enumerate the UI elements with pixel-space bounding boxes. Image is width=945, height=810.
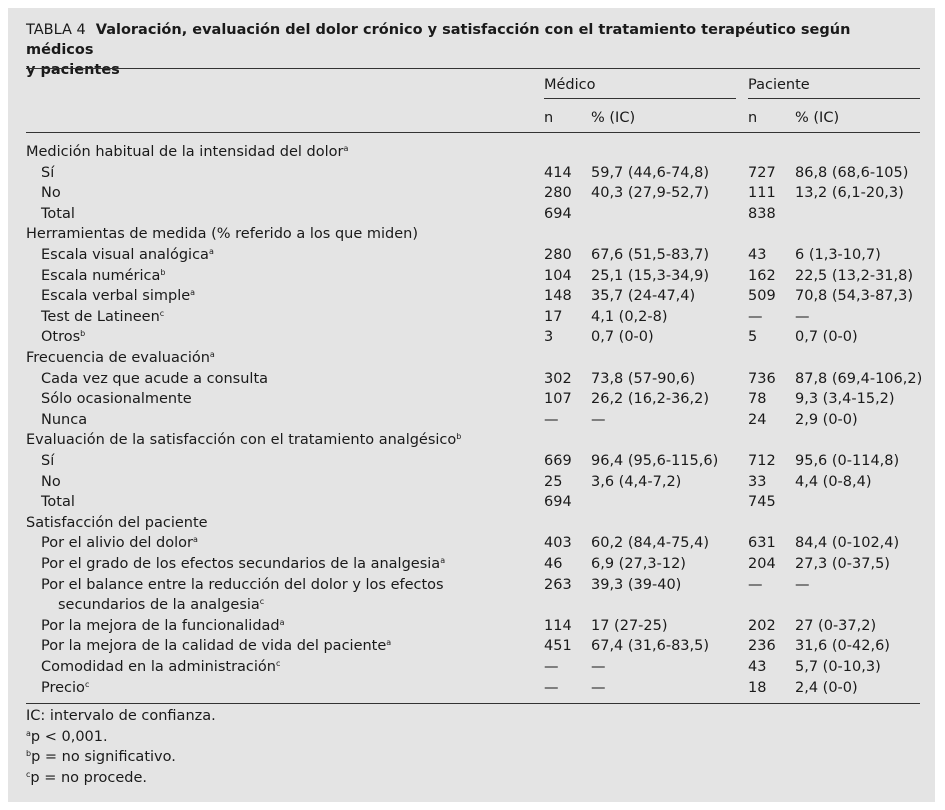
footnote-text: p < 0,001. — [30, 728, 108, 745]
table-label: TABLA 4 — [26, 22, 86, 38]
footnote-marker: a — [208, 247, 214, 256]
cell-pn: 736 — [748, 370, 776, 387]
row-label-text: Evaluación de la satisfacción con el tratamiento analgésico — [26, 432, 457, 449]
cell-mn: 302 — [544, 370, 572, 387]
row-label — [41, 533, 198, 553]
footnote — [26, 768, 147, 789]
table-caption — [26, 20, 906, 80]
row-label — [41, 636, 391, 656]
footnote-marker: a — [343, 144, 349, 153]
row-label-text: Por el balance entre la reducción del dolor y los efectos — [41, 576, 444, 593]
row-label — [41, 616, 285, 636]
row-label-text: No — [41, 185, 61, 202]
cell-pp: 31,6 (0-42,6) — [795, 638, 890, 655]
footnote-marker: c — [275, 659, 281, 668]
row-label — [41, 451, 54, 471]
cell-pn: 727 — [748, 164, 776, 181]
footnote-marker: c — [159, 308, 165, 318]
footnote-text: p = no significativo. — [31, 749, 176, 765]
footnote-marker: b — [456, 432, 462, 442]
cell-mp: 67,6 (51,5-83,7) — [591, 247, 710, 263]
cell-pp: 27,3 (0-37,5) — [795, 556, 890, 572]
row-label-text: secundarios de la analgesia — [58, 597, 260, 614]
cell-mn: 280 — [544, 247, 572, 263]
row-label — [58, 595, 264, 615]
cell-mp: — — [591, 679, 606, 696]
cell-pp: 2,9 (0-0) — [795, 411, 858, 428]
row-label-text: Cada vez que acude a consulta — [41, 370, 269, 387]
cell-pn: 162 — [748, 267, 776, 284]
section-heading — [26, 513, 208, 533]
cell-mn: 669 — [544, 453, 572, 469]
row-label-text: Sólo ocasionalmente — [41, 391, 192, 408]
cell-pp: 70,8 (54,3-87,3) — [795, 288, 914, 305]
cell-pp: 6 (1,3-10,7) — [795, 247, 881, 263]
cell-pp: 95,6 (0-114,8) — [795, 453, 900, 469]
row-label-text: Por el grado de los efectos secundarios de la analgesia — [41, 556, 441, 572]
row-label — [41, 492, 75, 512]
row-label-text: Escala verbal simple — [41, 288, 191, 305]
row-label — [41, 389, 192, 409]
row-label — [41, 245, 214, 265]
cell-pp: 9,3 (3,4-15,2) — [795, 391, 895, 408]
cell-pn: 204 — [748, 556, 776, 572]
row-label — [41, 410, 87, 430]
cell-pp: 4,4 (0-8,4) — [795, 473, 872, 490]
row-label-text: Escala numérica — [41, 267, 161, 284]
cell-mn: — — [544, 411, 559, 428]
table-title-cont: y pacientes — [26, 62, 120, 78]
cell-pn: — — [748, 308, 763, 325]
row-label-text: Por el alivio del dolor — [41, 535, 193, 552]
row-label — [41, 286, 195, 306]
footnote-marker: a — [386, 638, 392, 648]
cell-mn: — — [544, 679, 559, 696]
cell-mn: 148 — [544, 288, 572, 305]
row-label — [41, 327, 85, 347]
footnote-marker: a — [209, 350, 215, 359]
footnote-marker: b — [160, 267, 166, 277]
footnote-marker: c — [26, 769, 31, 779]
group-header-paciente: Paciente — [748, 77, 810, 93]
cell-mn: 263 — [544, 576, 572, 593]
cell-pp: 5,7 (0-10,3) — [795, 659, 881, 675]
footnote-text: p = no procede. — [30, 769, 147, 786]
row-label-text: Sí — [41, 164, 55, 181]
cell-mp: 67,4 (31,6-83,5) — [591, 638, 710, 655]
cell-mp: 40,3 (27,9-52,7) — [591, 185, 710, 202]
section-heading — [26, 142, 348, 162]
row-label — [41, 183, 61, 203]
cell-pn: 78 — [748, 391, 767, 408]
row-label-text: Escala visual analógica — [41, 247, 209, 263]
footnote-marker: a — [192, 535, 198, 545]
cell-mp: 39,3 (39-40) — [591, 576, 682, 593]
row-label — [41, 678, 89, 698]
section-heading — [26, 348, 215, 368]
row-label-text: Frecuencia de evaluación — [26, 350, 210, 366]
row-label — [41, 266, 165, 286]
footnote-marker: b — [80, 329, 86, 339]
row-label-text: Test de Latineen — [41, 308, 160, 325]
group-header-medico: Médico — [544, 77, 596, 93]
cell-mp: 96,4 (95,6-115,6) — [591, 453, 719, 469]
cell-mp: 35,7 (24-47,4) — [591, 288, 696, 305]
col-header-medico-pct: % (IC) — [591, 110, 636, 126]
row-label-text: Satisfacción del paciente — [26, 514, 208, 531]
row-label — [41, 204, 75, 224]
row-label-text: Herramientas de medida (% referido a los que miden) — [26, 226, 419, 243]
cell-pn: 745 — [748, 494, 776, 511]
row-label-text: Nunca — [41, 411, 88, 428]
cell-mp: 0,7 (0-0) — [591, 329, 654, 346]
row-label-text: Medición habitual de la intensidad del dolor — [26, 144, 344, 160]
cell-mn: 46 — [544, 556, 563, 572]
cell-pn: 43 — [748, 659, 767, 675]
footnote — [26, 727, 108, 748]
table-panel — [8, 8, 935, 802]
row-label — [41, 369, 268, 389]
bottom-rule — [26, 703, 920, 704]
cell-mn: 114 — [544, 617, 572, 634]
row-label — [41, 307, 164, 327]
cell-pn: 202 — [748, 617, 776, 634]
cell-pn: 111 — [748, 185, 776, 202]
footnote-marker: c — [84, 679, 90, 689]
cell-mp: 26,2 (16,2-36,2) — [591, 391, 710, 408]
col-header-medico-n: n — [544, 110, 554, 126]
cell-mp: 3,6 (4,4-7,2) — [591, 473, 682, 490]
cell-mn: 17 — [544, 308, 563, 325]
cell-mp: 4,1 (0,2-8) — [591, 308, 668, 325]
cell-mn: 280 — [544, 185, 572, 202]
footnote-marker: b — [26, 749, 32, 758]
row-label — [41, 163, 54, 183]
cell-pp: 13,2 (6,1-20,3) — [795, 185, 904, 202]
cell-pn: 43 — [748, 247, 767, 263]
cell-pp: 22,5 (13,2-31,8) — [795, 267, 914, 284]
footnote — [26, 747, 176, 768]
cell-pp: 86,8 (68,6-105) — [795, 164, 909, 181]
cell-pp: — — [795, 308, 810, 325]
row-label-text: Total — [41, 494, 75, 511]
section-heading — [26, 430, 461, 450]
cell-mn: 414 — [544, 164, 572, 181]
cell-mp: 60,2 (84,4-75,4) — [591, 535, 710, 552]
footnote-text: IC: intervalo de confianza. — [26, 708, 216, 724]
cell-pn: — — [748, 576, 763, 593]
cell-pn: 33 — [748, 473, 767, 490]
section-heading — [26, 224, 418, 244]
cell-pn: 631 — [748, 535, 776, 552]
row-label-text: Total — [41, 205, 75, 222]
row-label — [41, 657, 280, 677]
cell-pp: 84,4 (0-102,4) — [795, 535, 900, 552]
cell-mn: 694 — [544, 205, 572, 222]
row-label-text: Por la mejora de la calidad de vida del paciente — [41, 638, 387, 655]
cell-mn: 694 — [544, 494, 572, 511]
cell-mn: 107 — [544, 391, 572, 408]
row-label — [41, 472, 61, 492]
cell-mn: 403 — [544, 535, 572, 552]
cell-pn: 509 — [748, 288, 776, 305]
cell-mn: 25 — [544, 473, 563, 490]
footnote-marker: a — [440, 556, 446, 565]
footnote-marker: a — [279, 617, 285, 627]
footnote-marker: a — [26, 728, 31, 738]
footnote — [26, 706, 216, 727]
top-rule — [26, 68, 920, 69]
cell-pn: 18 — [748, 679, 767, 696]
row-label-text: No — [41, 473, 61, 490]
row-label — [41, 554, 445, 574]
cell-mp: — — [591, 659, 606, 675]
cell-pn: 236 — [748, 638, 776, 655]
row-label-text: Por la mejora de la funcionalidad — [41, 617, 280, 634]
cell-mp: 6,9 (27,3-12) — [591, 556, 686, 572]
cell-pp: 2,4 (0-0) — [795, 679, 858, 696]
cell-mp: 59,7 (44,6-74,8) — [591, 164, 710, 181]
cell-pp: 0,7 (0-0) — [795, 329, 858, 346]
col-header-paciente-n: n — [748, 110, 758, 126]
cell-mn: 104 — [544, 267, 572, 284]
row-label-text: Otros — [41, 329, 81, 346]
row-label-text: Sí — [41, 453, 55, 469]
cell-pp: 27 (0-37,2) — [795, 617, 877, 634]
medico-rule — [544, 98, 736, 99]
cell-pn: 5 — [748, 329, 758, 346]
row-label-text: Comodidad en la administración — [41, 659, 276, 675]
col-header-paciente-pct: % (IC) — [795, 110, 840, 126]
cell-mp: 25,1 (15,3-34,9) — [591, 267, 710, 284]
cell-pp: — — [795, 576, 810, 593]
cell-pp: 87,8 (69,4-106,2) — [795, 370, 923, 387]
cell-mp: 17 (27-25) — [591, 617, 668, 634]
header-rule — [26, 132, 920, 133]
cell-mp: 73,8 (57-90,6) — [591, 370, 696, 387]
row-label-text: Precio — [41, 679, 85, 696]
footnote-marker: c — [259, 597, 265, 607]
footnote-marker: a — [190, 288, 196, 298]
cell-mn: — — [544, 659, 559, 675]
cell-pn: 838 — [748, 205, 776, 222]
paciente-rule — [748, 98, 920, 99]
row-label — [41, 575, 444, 595]
cell-pn: 712 — [748, 453, 776, 469]
table-title: Valoración, evaluación del dolor crónico y satisfacción con el tratamiento terapéutico según médicos — [26, 22, 851, 58]
cell-mn: 3 — [544, 329, 554, 346]
cell-mp: — — [591, 411, 606, 428]
cell-mn: 451 — [544, 638, 572, 655]
cell-pn: 24 — [748, 411, 767, 428]
